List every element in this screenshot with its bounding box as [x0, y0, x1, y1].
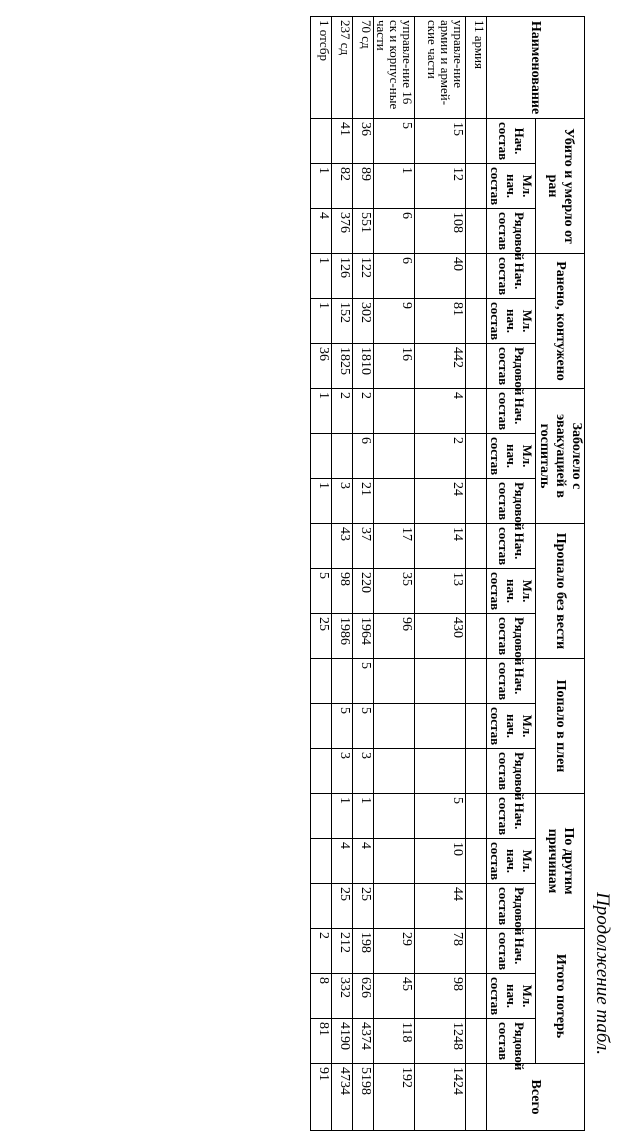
table-cell: 5 [415, 794, 466, 839]
table-cell: 2 [332, 389, 353, 434]
table-cell [466, 569, 487, 614]
table-cell: 98 [332, 569, 353, 614]
table-cell [466, 434, 487, 479]
table-cell [415, 659, 466, 704]
table-cell: 4 [311, 209, 332, 254]
table-cell: 122 [353, 254, 374, 299]
row-name: 1 отсбр [311, 17, 332, 119]
table-cell [466, 974, 487, 1019]
table-cell [374, 479, 415, 524]
rank-header: Мл. нач. состав [487, 434, 536, 479]
rank-header: Мл. нач. состав [487, 839, 536, 884]
table-cell: 152 [332, 299, 353, 344]
rank-header: Рядовой состав [487, 884, 536, 929]
table-cell [374, 704, 415, 749]
rank-header: Мл. нач. состав [487, 164, 536, 209]
table-cell: 44 [415, 884, 466, 929]
table-cell: 17 [374, 524, 415, 569]
table-cell: 1 [353, 794, 374, 839]
table-cell: 220 [353, 569, 374, 614]
table-cell [466, 884, 487, 929]
table-cell: 626 [353, 974, 374, 1019]
table-cell: 1810 [353, 344, 374, 389]
table-cell: 1424 [415, 1064, 466, 1131]
table-cell: 4374 [353, 1019, 374, 1064]
table-row [374, 17, 415, 1131]
group-missing: Пропало без вести [536, 524, 585, 659]
table-cell: 126 [332, 254, 353, 299]
table-cell: 35 [374, 569, 415, 614]
table-cell: 1 [311, 479, 332, 524]
table-cell: 4 [332, 839, 353, 884]
table-cell: 1 [332, 794, 353, 839]
table-cell: 78 [415, 929, 466, 974]
rank-header: Мл. нач. состав [487, 974, 536, 1019]
rank-header: Мл. нач. состав [487, 704, 536, 749]
table-cell: 442 [415, 344, 466, 389]
table-cell: 1825 [332, 344, 353, 389]
table-cell [311, 839, 332, 884]
table-cell [311, 704, 332, 749]
group-other: По другим причинам [536, 794, 585, 929]
rank-header: Рядовой состав [487, 479, 536, 524]
group-killed: Убито и умерло от ран [536, 119, 585, 254]
rank-header: Нач. состав [487, 389, 536, 434]
table-cell [415, 704, 466, 749]
table-cell: 6 [353, 434, 374, 479]
row-name: 70 сд [353, 17, 374, 119]
table-cell: 1 [374, 164, 415, 209]
row-name: управле-ние армии и армей-ские части [415, 17, 466, 119]
table-row [353, 17, 374, 1131]
table-cell [374, 659, 415, 704]
row-name: 237 сд [332, 17, 353, 119]
table-row [466, 17, 487, 1131]
table-cell: 2 [415, 434, 466, 479]
table-body [311, 17, 487, 1131]
table-cell [374, 794, 415, 839]
table-cell: 81 [415, 299, 466, 344]
table-cell: 4 [415, 389, 466, 434]
table-cell [466, 254, 487, 299]
rank-header: Рядовой состав [487, 1019, 536, 1064]
table-cell [466, 164, 487, 209]
table-cell: 43 [332, 524, 353, 569]
table-cell: 1964 [353, 614, 374, 659]
table-cell: 4 [353, 839, 374, 884]
header-total: Всего [487, 1064, 585, 1131]
rank-header: Рядовой состав [487, 344, 536, 389]
table-cell [466, 524, 487, 569]
table-cell: 36 [311, 344, 332, 389]
table-cell [466, 1019, 487, 1064]
table-cell: 21 [353, 479, 374, 524]
table-cell [466, 794, 487, 839]
table-cell [415, 749, 466, 794]
table-cell: 25 [311, 614, 332, 659]
table-cell: 98 [415, 974, 466, 1019]
table-cell: 5 [374, 119, 415, 164]
table-cell: 376 [332, 209, 353, 254]
table-cell [311, 119, 332, 164]
table-cell [311, 524, 332, 569]
table-cell [311, 659, 332, 704]
table-cell: 91 [311, 1064, 332, 1131]
table-cell [466, 209, 487, 254]
table-cell: 551 [353, 209, 374, 254]
table-cell: 36 [353, 119, 374, 164]
table-cell: 118 [374, 1019, 415, 1064]
table-cell [466, 344, 487, 389]
table-cell: 12 [415, 164, 466, 209]
table-cell [374, 434, 415, 479]
table-cell: 41 [332, 119, 353, 164]
table-cell: 15 [415, 119, 466, 164]
table-cell: 5 [311, 569, 332, 614]
table-cell: 4734 [332, 1064, 353, 1131]
table-cell [466, 389, 487, 434]
rank-header: Рядовой состав [487, 209, 536, 254]
header-row-groups [536, 17, 585, 1131]
table-cell: 25 [332, 884, 353, 929]
table-cell [466, 299, 487, 344]
table-cell [374, 884, 415, 929]
table-cell: 5198 [353, 1064, 374, 1131]
table-cell: 4190 [332, 1019, 353, 1064]
table-cell: 6 [374, 209, 415, 254]
table-cell: 14 [415, 524, 466, 569]
table-cell: 9 [374, 299, 415, 344]
table-cell [311, 884, 332, 929]
table-row [332, 17, 353, 1131]
table-cell: 212 [332, 929, 353, 974]
table-cell: 1 [311, 299, 332, 344]
table-cell: 37 [353, 524, 374, 569]
rank-header: Нач. состав [487, 794, 536, 839]
table-cell [374, 749, 415, 794]
table-cell [466, 614, 487, 659]
rank-header: Мл. нач. состав [487, 299, 536, 344]
rank-header: Мл. нач. состав [487, 569, 536, 614]
table-cell: 192 [374, 1064, 415, 1131]
table-cell: 1986 [332, 614, 353, 659]
table-cell: 82 [332, 164, 353, 209]
group-wounded: Ранено, контужено [536, 254, 585, 389]
table-cell: 45 [374, 974, 415, 1019]
table-cell: 2 [311, 929, 332, 974]
table-cell: 24 [415, 479, 466, 524]
table-cell [466, 1064, 487, 1131]
table-cell: 1 [311, 254, 332, 299]
table-cell: 10 [415, 839, 466, 884]
table-cell: 3 [332, 749, 353, 794]
rank-header: Нач. состав [487, 659, 536, 704]
table-cell [332, 434, 353, 479]
table-cell: 29 [374, 929, 415, 974]
table-cell: 16 [374, 344, 415, 389]
table-cell: 1248 [415, 1019, 466, 1064]
table-cell: 1 [311, 389, 332, 434]
table-cell: 5 [353, 704, 374, 749]
table-cell: 25 [353, 884, 374, 929]
table-cell [311, 794, 332, 839]
group-sick: Заболело с эвакуацией в госпиталь [536, 389, 585, 524]
table-cell [466, 749, 487, 794]
table-cell: 108 [415, 209, 466, 254]
row-name: 11 армия [466, 17, 487, 119]
table-cell: 2 [353, 389, 374, 434]
group-total-losses: Итого потерь [536, 929, 585, 1064]
table-cell [466, 929, 487, 974]
table-cell: 5 [332, 704, 353, 749]
table-cell [466, 659, 487, 704]
table-cell [311, 434, 332, 479]
rank-header: Нач. состав [487, 119, 536, 164]
table-cell: 1 [311, 164, 332, 209]
table-cell [466, 479, 487, 524]
rank-header: Нач. состав [487, 929, 536, 974]
table-cell: 5 [353, 659, 374, 704]
losses-table [310, 16, 585, 1131]
table-cell: 6 [374, 254, 415, 299]
continuation-note: Продолжение табл. [592, 892, 613, 1055]
table-cell: 332 [332, 974, 353, 1019]
table-cell: 96 [374, 614, 415, 659]
table-cell [332, 659, 353, 704]
rank-header: Нач. состав [487, 524, 536, 569]
table-cell [466, 119, 487, 164]
table-cell: 89 [353, 164, 374, 209]
table-cell: 302 [353, 299, 374, 344]
table-cell [466, 839, 487, 884]
table-row [415, 17, 466, 1131]
table-cell: 8 [311, 974, 332, 1019]
table-cell: 430 [415, 614, 466, 659]
rank-header: Рядовой состав [487, 614, 536, 659]
group-captured: Попало в плен [536, 659, 585, 794]
rank-header: Рядовой состав [487, 749, 536, 794]
table-cell [374, 389, 415, 434]
header-name: Наименование [487, 17, 585, 119]
table-cell [466, 704, 487, 749]
table-cell [311, 749, 332, 794]
table-cell: 3 [353, 749, 374, 794]
table-row [311, 17, 332, 1131]
rank-header: Нач. состав [487, 254, 536, 299]
table-cell: 198 [353, 929, 374, 974]
table-cell: 3 [332, 479, 353, 524]
table-cell [374, 839, 415, 884]
table-cell: 40 [415, 254, 466, 299]
header-row-ranks [487, 17, 536, 1131]
table-cell: 81 [311, 1019, 332, 1064]
row-name: управле-ние 16 ск и корпус-ные части [374, 17, 415, 119]
table-cell: 13 [415, 569, 466, 614]
